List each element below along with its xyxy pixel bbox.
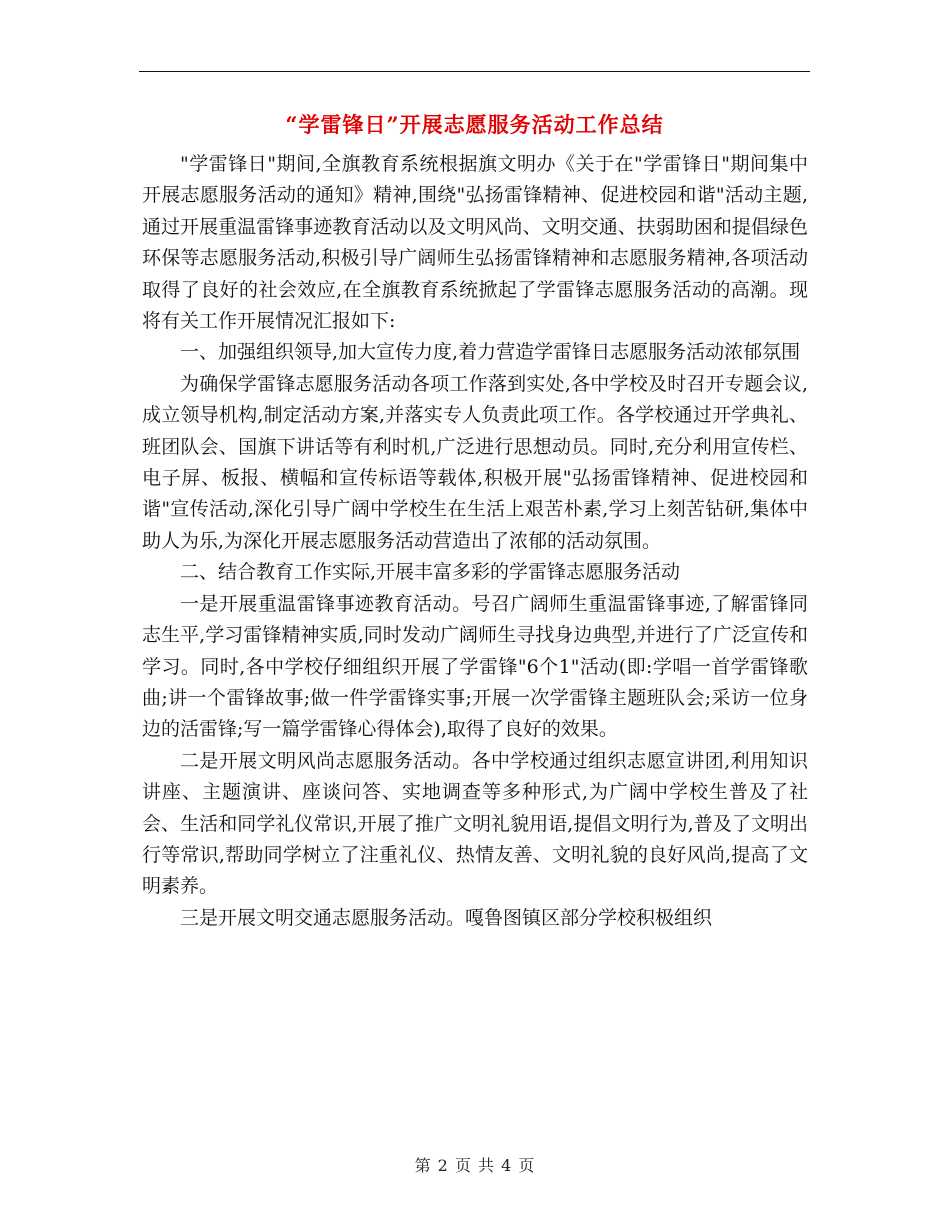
section-heading-1: 一、加强组织领导,加大宣传力度,着力营造学雷锋日志愿服务活动浓郁氛围 (180, 341, 801, 364)
document-title: “学雷锋日”开展志愿服务活动工作总结 (285, 112, 664, 137)
paragraph-activity-1: 一是开展重温雷锋事迹教育活动。号召广阔师生重温雷锋事迹,了解雷锋同志生平,学习雷锋精神实质,同时发动广阔师生寻找身边典型,并进行了广泛宣传和学习。同时,各中学校仔细组织开展了学雷锋"6个1"活动(即:学唱一首学雷锋歌曲;讲一个雷锋故事;做一件学雷锋实事;开展一次学雷锋主题班队会;采访一位身边的活雷锋;写一篇学雷锋心得体会),取得了良好的效果。 (142, 592, 808, 741)
paragraph-activity-3: 三是开展文明交通志愿服务活动。嘎鲁图镇区部分学校积极组织 (180, 906, 713, 929)
page-footer: 第 2 页 共 4 页 (414, 1156, 536, 1175)
header-rule (139, 71, 810, 72)
paragraph-organization: 为确保学雷锋志愿服务活动各项工作落到实处,各中学校及时召开专题会议,成立领导机构,制定活动方案,并落实专人负责此项工作。各学校通过开学典礼、班团队会、国旗下讲话等有利时机,广泛进行思想动员。同时,充分利用宣传栏、电子屏、板报、横幅和宣传标语等载体,积极开展"弘扬雷锋精神、促进校园和谐"宣传活动,深化引导广阔中学校生在生活上艰苦朴素,学习上刻苦钻研,集体中助人为乐,为深化开展志愿服务活动营造出了浓郁的活动氛围。 (142, 372, 808, 552)
paragraph-intro: "学雷锋日"期间,全旗教育系统根据旗文明办《关于在"学雷锋日"期间集中开展志愿服务活动的通知》精神,围绕"弘扬雷锋精神、促进校园和谐"活动主题,通过开展重温雷锋事迹教育活动以及文明风尚、文明交通、扶弱助困和提倡绿色环保等志愿服务活动,积极引导广阔师生弘扬雷锋精神和志愿服务精神,各项活动取得了良好的社会效应,在全旗教育系统掀起了学雷锋志愿服务活动的高潮。现将有关工作开展情况汇报如下: (142, 153, 808, 333)
section-heading-2: 二、结合教育工作实际,开展丰富多彩的学雷锋志愿服务活动 (180, 561, 681, 584)
paragraph-activity-2: 二是开展文明风尚志愿服务活动。各中学校通过组织志愿宣讲团,利用知识讲座、主题演讲、座谈问答、实地调查等多种形式,为广阔中学校生普及了社会、生活和同学礼仪常识,开展了推广文明礼貌用语,提倡文明行为,普及了文明出行等常识,帮助同学树立了注重礼仪、热情友善、文明礼貌的良好风尚,提高了文明素养。 (142, 749, 808, 898)
document-body (142, 149, 808, 934)
